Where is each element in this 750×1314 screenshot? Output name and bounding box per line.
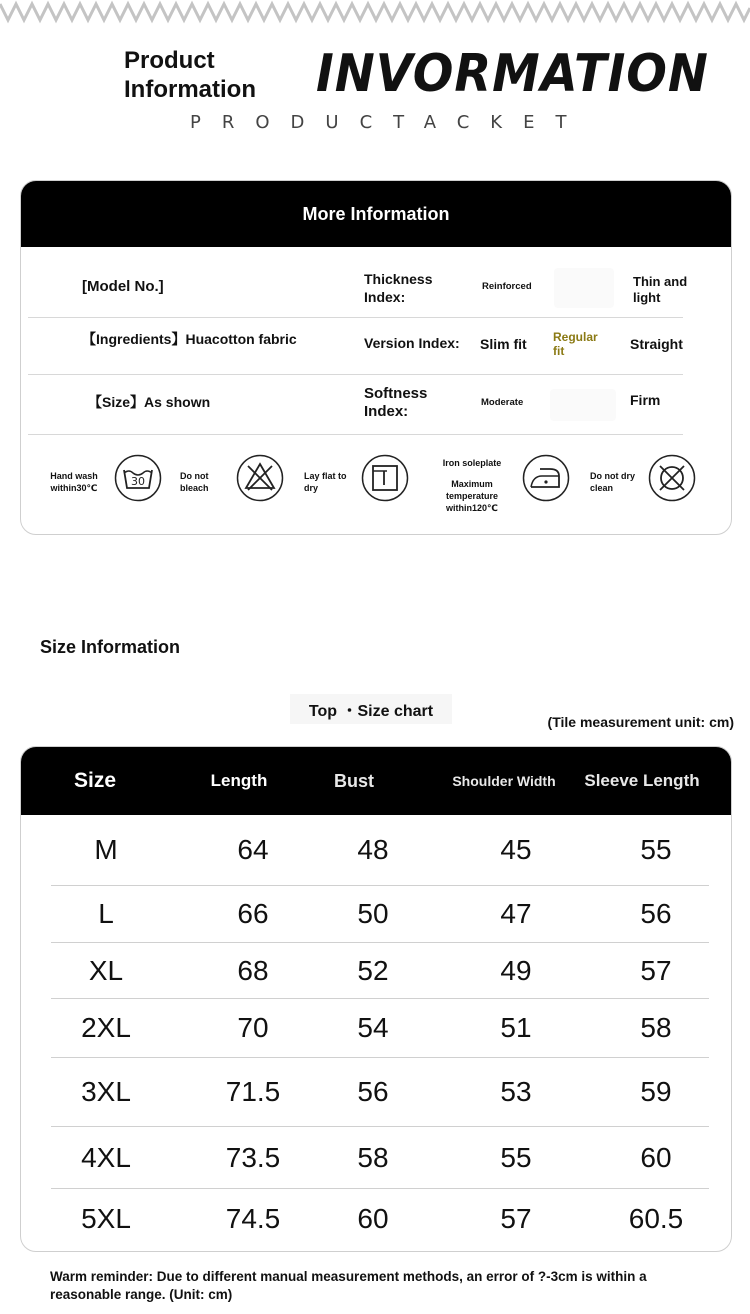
table-row [51,1127,709,1189]
care-instructions [22,445,712,515]
cell-length: 64 [237,834,269,865]
cell-length: 66 [237,898,269,929]
zigzag-border [0,0,750,28]
table-row [51,999,709,1058]
header-left-line2: Information [124,76,256,103]
table-row [51,815,709,886]
care-label-iron-temperature: Maximum temperature within120℃ [445,479,499,513]
version-option-slim-fit: Slim fit [480,336,527,352]
info-row-ingredients [28,318,683,375]
cell-length: 68 [237,954,269,986]
cell-size: XL [88,954,124,986]
cell-sleeve-length: 59 [640,1076,672,1107]
wash-temperature-text: 30 [131,475,145,488]
softness-option-firm: Firm [630,392,661,408]
cell-size: L [98,898,114,929]
size-label: 【Size】As shown [88,394,211,410]
table-row [51,886,709,943]
size-information-title: Size Information [40,637,181,657]
thickness-option-selected [554,268,614,308]
measurement-reminder: Warm reminder: Due to different manual measurement methods, an error of ?-3cm is within a reasonable range. (Unit: cm) [50,1269,647,1302]
cell-bust: 52 [357,954,389,986]
info-row-size [28,375,683,435]
cell-bust: 60 [357,1203,389,1234]
cell-sleeve-length: 57 [640,954,672,986]
thickness-option-reinforced: Reinforced [482,281,532,292]
header-product-information [124,46,256,104]
cell-sleeve-length: 56 [640,898,672,929]
cell-bust: 54 [357,1012,389,1043]
ingredients-label: 【Ingredients】Huacotton fabric [82,331,297,347]
info-row-model [28,246,688,318]
cell-sleeve-length: 58 [640,1012,672,1043]
thickness-index-label: Thickness Index: [364,271,433,305]
care-label-no-dry-clean: Do not dry clean [590,471,635,493]
cell-bust: 48 [357,834,389,865]
cell-sleeve-length: 60 [640,1141,672,1173]
version-option-straight: Straight [630,336,683,352]
cell-shoulder-width: 49 [500,954,532,986]
cell-shoulder-width: 53 [500,1076,532,1107]
cell-shoulder-width: 57 [500,1203,532,1234]
cell-shoulder-width: 55 [500,1141,532,1173]
col-header-sleeve-length: Sleeve Length [584,771,700,790]
cell-length: 73.5 [225,1141,281,1173]
table-row [51,1058,709,1127]
cell-shoulder-width: 45 [500,834,532,865]
col-header-length: Length [210,771,268,790]
cell-length: 70 [237,1012,269,1043]
version-option-regular-fit: Regular fit [553,330,598,358]
col-header-bust: Bust [334,770,374,791]
no-bleach-icon [236,454,284,502]
cell-bust: 58 [357,1141,389,1173]
care-label-iron-soleplate: Iron soleplate [442,458,502,468]
cell-size: M [94,834,118,865]
cell-sleeve-length: 55 [640,834,672,865]
cell-sleeve-length: 60.5 [628,1203,684,1234]
version-index-label: Version Index: [364,335,460,351]
col-header-size: Size [73,769,117,792]
softness-option-selected [550,389,616,421]
cell-shoulder-width: 51 [500,1012,532,1043]
header-sub-title: PRODUCTACKET [190,112,588,133]
table-row [51,943,709,999]
header-big-title: INVORMATION [316,44,709,104]
header-left-line1: Product [124,47,215,74]
cell-length: 74.5 [225,1203,281,1234]
care-label-hand-wash: Hand wash within30℃ [50,471,98,493]
col-header-shoulder-width: Shoulder Width [452,773,556,789]
lay-flat-dry-icon [361,454,409,502]
care-label-no-bleach: Do not bleach [180,471,209,493]
table-row [51,1189,709,1249]
softness-index-label: Softness Index: [364,385,428,420]
iron-icon [522,454,570,502]
cell-bust: 56 [357,1076,389,1107]
softness-option-moderate: Moderate [481,397,524,408]
model-number-label: [Model No.] [82,278,164,295]
size-chart-header [21,747,732,815]
cell-bust: 50 [357,898,389,929]
size-chart-table [20,746,732,1252]
cell-length: 71.5 [225,1076,281,1107]
cell-size: 5XL [81,1203,131,1234]
cell-size: 2XL [81,1012,131,1043]
wash-30-icon [114,454,162,502]
cell-size: 4XL [81,1141,131,1173]
care-label-lay-flat: Lay flat to dry [304,471,347,493]
cell-size: 3XL [81,1076,131,1107]
no-dry-clean-icon [648,454,696,502]
cell-shoulder-width: 47 [500,898,532,929]
thickness-option-thin-light: Thin and light [633,274,688,305]
size-chart-subtitle: Top ・Size chart [290,694,452,724]
more-information-heading: More Information [21,181,731,247]
measurement-unit-note: (Tile measurement unit: cm) [547,714,734,730]
